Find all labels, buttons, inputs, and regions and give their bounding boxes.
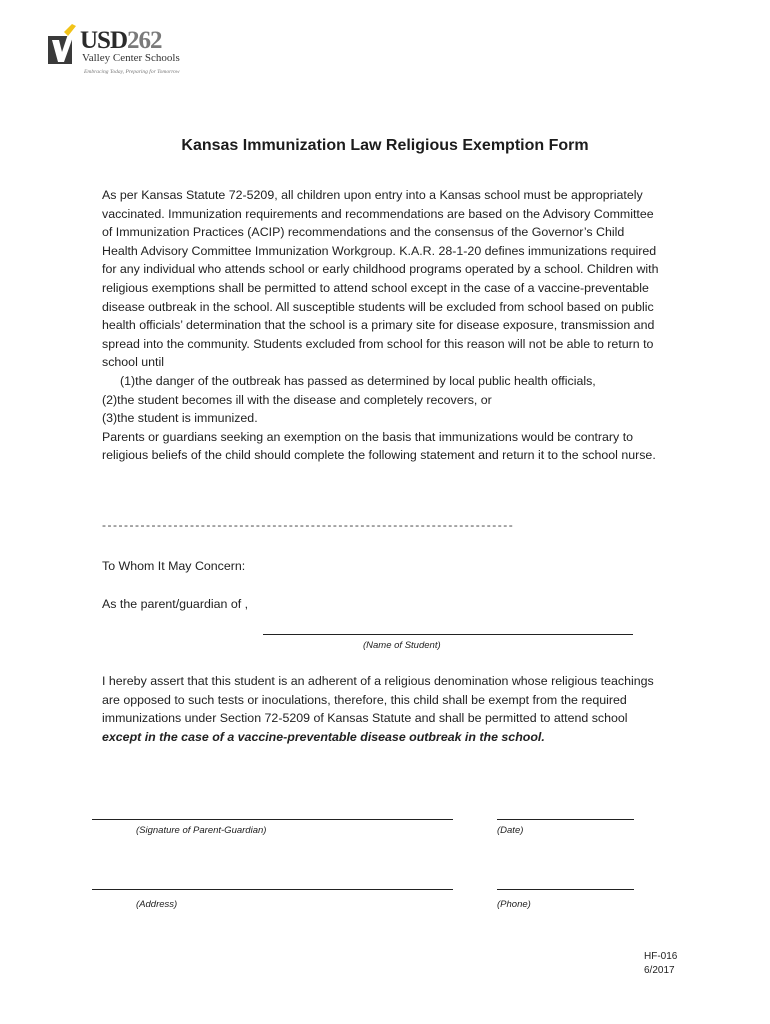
condition-item-3: (3)the student is immunized. — [102, 411, 258, 426]
address-caption: (Address) — [136, 899, 178, 910]
intro-paragraph: As per Kansas Statute 72-5209, all children upon entry into a Kansas school must be appropriately vaccinated. Immunization requirements and recommendations are based on the Advisory Committee of Immunization Practices (ACIP) recommendations and the consensus of the Governor’s Child Health Advisory Committee Immunization Workgroup. K.A.R. 28-1-20 defines immunizations required for any individual who attends school or early childhood programs operated by a school. Children with religious exemptions shall be permitted to attend school except in the case of a vaccine-preventable disease outbreak in the school. All susceptible students will be excluded from school based on public health officials’ determination that the school is a primary site for disease exposure, transmission and spread into the community. Students excluded from school for this reason will not be able to return to school until — [102, 188, 659, 370]
assertion-emphasis: except in the case of a vaccine-preventable disease outbreak in the school. — [102, 729, 545, 744]
form-code: HF-016 — [644, 951, 678, 962]
assertion-text: I hereby assert that this student is an adherent of a religious denomination whose religious teachings are opposed to such tests or inoculations, therefore, this child shall be exempt from the required immunizations under Section 72-5209 of Kansas Statute and shall be permitted to attend school — [102, 674, 654, 726]
assertion-paragraph — [102, 672, 662, 746]
form-title: Kansas Immunization Law Religious Exemption Form — [181, 137, 589, 154]
v-checkmark-icon — [46, 24, 82, 68]
logo-usd-text: USD262 — [80, 27, 162, 54]
parent-guardian-line: As the parent/guardian of , — [102, 597, 249, 611]
instructions-paragraph: Parents or guardians seeking an exemption on the basis that immunizations would be contrary to religious beliefs of the child should complete the following statement and return it to the school nurse. — [102, 429, 656, 463]
form-date: 6/2017 — [644, 965, 675, 976]
form-footer — [644, 950, 677, 978]
intro-section — [102, 186, 662, 465]
district-logo — [46, 24, 196, 88]
student-name-field[interactable] — [263, 634, 633, 635]
cut-line-separator: --------------------------------------------------------------------------- — [102, 518, 515, 532]
logo-tagline: Embracing Today, Preparing for Tomorrow — [84, 69, 180, 75]
salutation: To Whom It May Concern: — [102, 559, 246, 573]
date-caption: (Date) — [497, 825, 524, 836]
condition-item-2: (2)the student becomes ill with the disease and completely recovers, or — [102, 392, 492, 407]
date-field[interactable] — [497, 819, 634, 820]
logo-school-name: Valley Center Schools — [82, 52, 180, 64]
address-field[interactable] — [92, 889, 453, 890]
condition-item-1: (1)the danger of the outbreak has passed as determined by local public health officials, — [120, 373, 596, 388]
phone-field[interactable] — [497, 889, 634, 890]
phone-caption: (Phone) — [497, 899, 531, 910]
signature-field[interactable] — [92, 819, 453, 820]
signature-caption: (Signature of Parent-Guardian) — [136, 825, 267, 836]
student-name-caption: (Name of Student) — [363, 640, 441, 651]
